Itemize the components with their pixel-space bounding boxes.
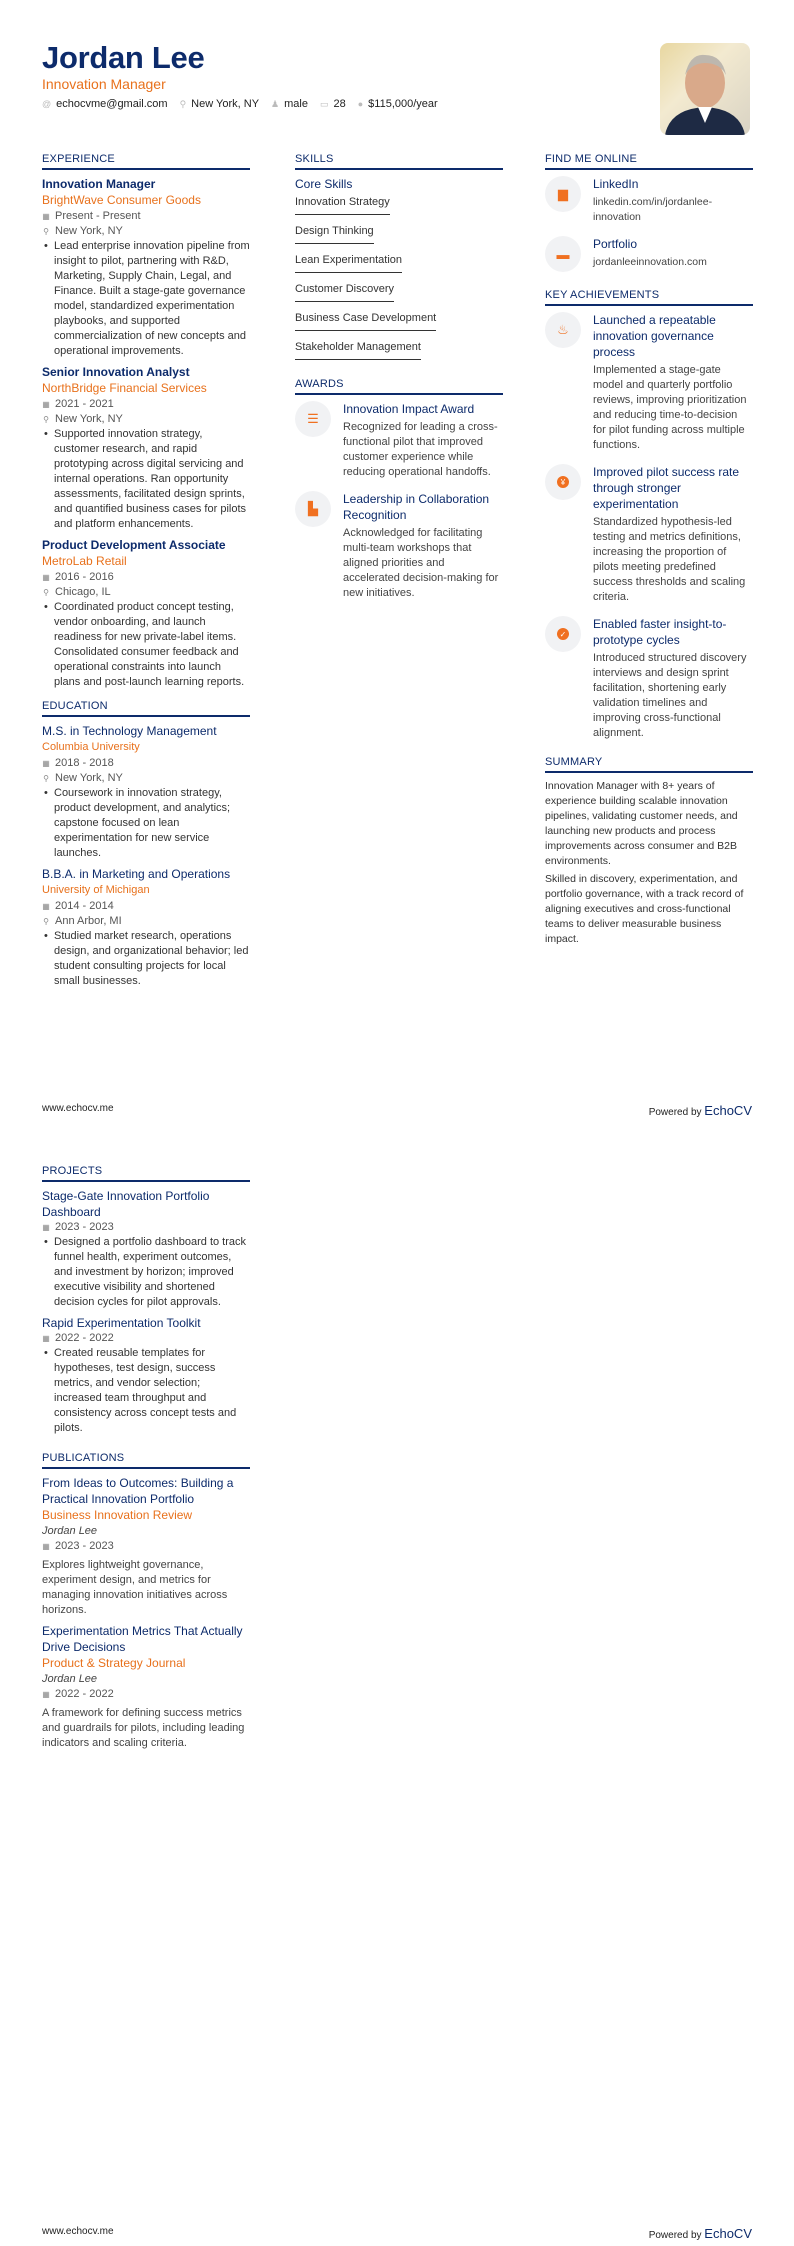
location-row: [42, 585, 250, 600]
date-icon: ▦: [42, 212, 50, 221]
date-row: [42, 570, 250, 585]
date-row: [42, 1220, 250, 1235]
section-heading: EDUCATION: [42, 700, 250, 717]
document-icon: ▆: [545, 176, 581, 212]
skill-item: Customer Discovery: [295, 281, 394, 302]
item-description: Standardized hypothesis-led testing and metrics definitions, increasing the proportion of pilots meeting predefined success thresholds and scaling criteria.: [593, 516, 746, 603]
skill-group-title: Core Skills: [295, 177, 353, 191]
contact-item: [42, 98, 168, 110]
bullet-point: • Coordinated product concept testing, vendor onboarding, and launch readiness for new private-label items. Consolidated consumer feedback and operational constraints into launch plans and post-launch learning reports.: [42, 600, 250, 690]
publication-entry: [42, 1475, 250, 1618]
middle-column: [295, 153, 503, 612]
location-row: [42, 771, 250, 786]
person-icon: ♟: [271, 98, 280, 109]
projects-section: [42, 1165, 250, 1436]
location-text: Ann Arbor, MI: [55, 915, 122, 927]
location-row: [42, 914, 250, 929]
location-text: Chicago, IL: [55, 586, 111, 598]
bullet-point: • Supported innovation strategy, customer research, and rapid prototyping across digital servicing and internal operations. Ran opportunity assessments, facilitated design sprints, and quantified business cases for pilots and platform enhancements.: [42, 427, 250, 532]
skill-item: Stakeholder Management: [295, 339, 421, 360]
contact-value: male: [284, 98, 308, 110]
job-title: Senior Innovation Analyst: [42, 365, 190, 379]
section-heading: KEY ACHIEVEMENTS: [545, 289, 753, 306]
date-text: 2023 - 2023: [55, 1540, 114, 1552]
job-title: Innovation Manager: [42, 177, 156, 191]
online-section: [545, 153, 753, 275]
item-title: Improved pilot success rate through stronger experimentation: [593, 465, 740, 511]
skill-item: Lean Experimentation: [295, 252, 402, 273]
date-text: 2016 - 2016: [55, 571, 114, 583]
publication-description: A framework for defining success metrics and guardrails for pilots, including leading indicators and scaling criteria.: [42, 1707, 245, 1749]
profile-label: LinkedIn: [593, 177, 639, 191]
education-section: [42, 700, 250, 989]
section-heading: FIND ME ONLINE: [545, 153, 753, 170]
company-name: MetroLab Retail: [42, 554, 127, 568]
publication-title: From Ideas to Outcomes: Building a Practical Innovation Portfolio: [42, 1476, 234, 1506]
date-icon: ▦: [42, 400, 50, 409]
awards-section: [295, 378, 503, 606]
online-profile-item[interactable]: [545, 236, 753, 275]
achievements-section: [545, 289, 753, 746]
section-heading: SKILLS: [295, 153, 503, 170]
achievements-item: [545, 312, 753, 458]
profile-link[interactable]: jordanleeinnovation.com: [593, 256, 707, 268]
date-row: [42, 397, 250, 412]
location-icon: ⚲: [43, 774, 49, 783]
section-heading: EXPERIENCE: [42, 153, 250, 170]
author: Jordan Lee: [42, 1525, 98, 1537]
education-entry: [42, 723, 250, 861]
bullet-point: • Studied market research, operations design, and organizational behavior; led student consulting projects for local small businesses.: [42, 929, 250, 989]
item-description: Implemented a stage-gate model and quarterly portfolio reviews, improving prioritization and reducing time-to-decision for pilot funding across multiple functions.: [593, 364, 747, 451]
profile-photo: [660, 43, 750, 135]
degree: M.S. in Technology Management: [42, 724, 217, 738]
contact-item: [320, 98, 346, 110]
location-icon: ⚲: [43, 227, 49, 236]
item-title: Leadership in Collaboration Recognition: [343, 492, 490, 522]
contact-item: [271, 98, 308, 110]
project-title: Rapid Experimentation Toolkit: [42, 1316, 201, 1330]
skill-item: Business Case Development: [295, 310, 436, 331]
check-circle-icon: ✓: [545, 616, 581, 652]
publications-section: [42, 1452, 250, 1751]
awards-item: [295, 401, 503, 485]
footer-site-link[interactable]: www.echocv.me: [42, 1103, 114, 1114]
skills-section: [295, 153, 503, 366]
footer-powered-by: [649, 2226, 752, 2241]
section-heading: PUBLICATIONS: [42, 1452, 250, 1469]
publication-title: Experimentation Metrics That Actually Drive Decisions: [42, 1624, 243, 1654]
summary-section: [545, 756, 753, 947]
location-icon: ⚲: [179, 98, 187, 109]
location-icon: ⚲: [43, 588, 49, 597]
date-row: [42, 1687, 250, 1702]
salary-icon: ●: [357, 99, 364, 109]
location-text: New York, NY: [55, 225, 123, 237]
date-text: 2018 - 2018: [55, 757, 114, 769]
bullet-point: • Lead enterprise innovation pipeline from insight to pilot, partnering with R&D, Marketing, Supply Chain, Legal, and Finance. Built a stage-gate governance model, standardized experimentation playbooks, and supported commercialization of new concepts and operational improvements.: [42, 239, 250, 359]
brand-name: EchoCV: [704, 1103, 752, 1118]
location-icon: ⚲: [43, 917, 49, 926]
yen-coin-icon: ¥: [545, 464, 581, 500]
date-row: [42, 899, 250, 914]
item-title: Innovation Impact Award: [343, 402, 475, 416]
item-description: Introduced structured discovery interviews and design sprint facilitation, shortening early validation timelines and improving cross-functional alignment.: [593, 652, 747, 739]
document-check-icon: ▙: [295, 491, 331, 527]
skill-item: Innovation Strategy: [295, 194, 390, 215]
publisher: Product & Strategy Journal: [42, 1656, 186, 1670]
school-name: Columbia University: [42, 741, 140, 753]
powered-by-label: Powered by: [648, 2230, 702, 2241]
contact-value: echocvme@gmail.com: [56, 98, 168, 110]
resume-page-2: [0, 1123, 794, 2246]
date-text: 2023 - 2023: [55, 1221, 114, 1233]
publication-entry: [42, 1623, 250, 1751]
date-text: Present - Present: [55, 210, 141, 222]
bullet-point: • Coursework in innovation strategy, product development, and analytics; capstone focused on lean experimentation for new service launches.: [42, 786, 250, 861]
job-title: Product Development Associate: [42, 538, 226, 552]
author: Jordan Lee: [42, 1673, 98, 1685]
profile-link[interactable]: linkedin.com/in/jordanlee-innovation: [593, 196, 713, 223]
experience-entry: [42, 364, 250, 532]
item-description: Acknowledged for facilitating multi-team workshops that aligned priorities and accelerated decision-making for new initiatives.: [343, 527, 499, 599]
summary-paragraph: Skilled in discovery, experimentation, and portfolio governance, with a track record of aligning executives and cross-functional teams to deliver measurable business impact.: [545, 873, 744, 945]
online-profile-item[interactable]: [545, 176, 753, 230]
date-row: [42, 1539, 250, 1554]
bullet-point: • Designed a portfolio dashboard to track funnel health, experiment outcomes, and investment by horizon; improved executive visibility and shortened decision cycles for pilot approvals.: [42, 1235, 250, 1310]
profile-label: Portfolio: [593, 237, 638, 251]
date-row: [42, 1331, 250, 1346]
location-row: [42, 412, 250, 427]
date-row: [42, 209, 250, 224]
contact-item: [358, 98, 438, 110]
powered-by-label: Powered by: [648, 1107, 702, 1118]
awards-item: [295, 491, 503, 606]
location-text: New York, NY: [55, 772, 123, 784]
date-icon: ▦: [42, 573, 50, 582]
date-row: [42, 756, 250, 771]
school-name: University of Michigan: [42, 884, 150, 896]
bullet-point: • Created reusable templates for hypotheses, test design, success metrics, and vendor selection; increased team throughput and consistency across concept tests and pilots.: [42, 1346, 250, 1436]
date-text: 2022 - 2022: [55, 1688, 114, 1700]
section-heading: SUMMARY: [545, 756, 753, 773]
location-icon: ⚲: [43, 415, 49, 424]
right-column: [545, 153, 753, 947]
date-text: 2014 - 2014: [55, 900, 114, 912]
location-row: [42, 224, 250, 239]
footer-powered-by: [649, 1103, 752, 1118]
publication-description: Explores lightweight governance, experiment design, and metrics for managing innovation initiatives across horizons.: [42, 1559, 228, 1616]
contact-value: 28: [333, 98, 346, 110]
section-heading: PROJECTS: [42, 1165, 250, 1182]
date-icon: ▦: [42, 1690, 50, 1699]
section-heading: AWARDS: [295, 378, 503, 395]
brand-name: EchoCV: [704, 2226, 752, 2241]
date-icon: ▦: [42, 1223, 50, 1232]
experience-entry: [42, 537, 250, 690]
candidate-name: Jordan Lee: [42, 40, 205, 75]
publisher: Business Innovation Review: [42, 1508, 193, 1522]
left-column: [42, 1165, 250, 1756]
at-icon: @: [42, 99, 52, 109]
achievements-item: [545, 464, 753, 610]
degree: B.B.A. in Marketing and Operations: [42, 867, 231, 881]
date-icon: ▦: [42, 1334, 50, 1343]
calendar-icon: ▭: [319, 98, 329, 109]
company-name: BrightWave Consumer Goods: [42, 193, 201, 207]
project-title: Stage-Gate Innovation Portfolio Dashboard: [42, 1189, 210, 1219]
item-title: Enabled faster insight-to-prototype cycles: [593, 617, 727, 647]
date-text: 2022 - 2022: [55, 1332, 114, 1344]
experience-entry: [42, 176, 250, 359]
contact-info: [42, 98, 438, 110]
education-entry: [42, 866, 250, 989]
footer-site-link[interactable]: www.echocv.me: [42, 2226, 114, 2237]
cake-icon: ♨: [545, 312, 581, 348]
location-text: New York, NY: [55, 413, 123, 425]
company-name: NorthBridge Financial Services: [42, 381, 207, 395]
candidate-title: Innovation Manager: [42, 76, 166, 92]
summary-paragraph: Innovation Manager with 8+ years of experience building scalable innovation pipelines, validating customer needs, and launching new products and process improvements across consumer and B2B environments.: [545, 780, 738, 867]
achievements-item: [545, 616, 753, 746]
contact-value: New York, NY: [191, 98, 260, 110]
item-description: Recognized for leading a cross-functional pilot that improved customer experience while reducing operational handoffs.: [343, 421, 498, 478]
list-icon: ☰: [295, 401, 331, 437]
contact-value: $115,000/year: [368, 98, 438, 110]
experience-section: [42, 153, 250, 690]
left-column: [42, 153, 250, 994]
contact-item: [180, 98, 259, 110]
date-icon: ▦: [42, 1542, 50, 1551]
date-icon: ▦: [42, 759, 50, 768]
project-entry: [42, 1315, 250, 1436]
monitor-icon: ▬: [545, 236, 581, 272]
project-entry: [42, 1188, 250, 1310]
item-title: Launched a repeatable innovation governance process: [593, 313, 716, 359]
date-icon: ▦: [42, 902, 50, 911]
skill-item: Design Thinking: [295, 223, 374, 244]
date-text: 2021 - 2021: [55, 398, 114, 410]
